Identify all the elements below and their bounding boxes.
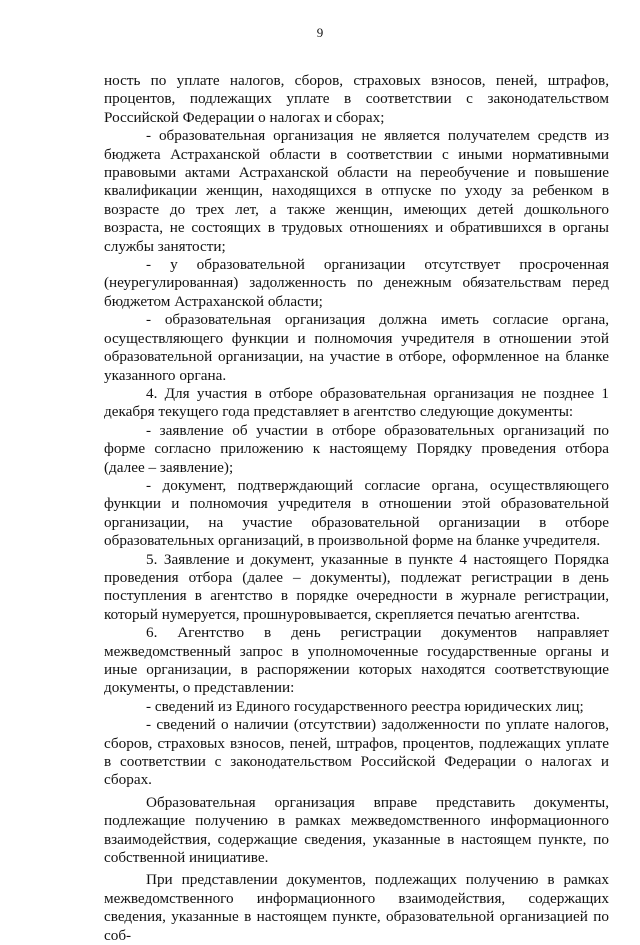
paragraph-item-5: 5. Заявление и документ, указанные в пункте 4 настоящего Порядка проведения отбора (далее – документы), подлежат регистрации в день поступления в агентство в порядке очередности в журнале регистрации, который нумеруется, прошнуровывается, скрепляется печатью агентства. — [104, 550, 609, 623]
paragraph-item-6-registry: - сведений из Единого государственного реестра юридических лиц; — [146, 697, 584, 715]
paragraph-continuation: ность по уплате налогов, сборов, страховых взносов, пеней, штрафов, процентов, подлежащих уплате в соответствии с законодательством Российской Федерации о налогах и сборах; — [104, 72, 609, 126]
paragraph-condition-budget-funds: - образовательная организация не является получателем средств из бюджета Астраханской области в соответствии с иными нормативными правовыми актами Астраханской области на переобучение и повышение квалификации женщин, находящихся в отпуске по уходу за ребенком в возрасте до трех лет, а также женщин, имеющих детей дошкольного возраста, не состоящих в трудовых отношениях и обратившихся в органы службы занятости; — [104, 127, 609, 255]
paragraph-item-4-consent-document: - документ, подтверждающий согласие органа, осуществляющего функции и полномочия учредителя в отношении этой образовательной организации, на участие образовательной организации в отборе образовательных организаций, в произвольной форме на бланке учредителя. — [104, 476, 609, 550]
paragraph-item-4: 4. Для участия в отборе образовательная организация не позднее 1 декабря текущего года представляет в агентство следующие документы: — [104, 384, 609, 421]
document-body — [104, 72, 609, 945]
paragraph-condition-founder-consent: - образовательная организация должна иметь согласие органа, осуществляющего функции и полномочия учредителя в отношении этой образовательной организации, на участие в отборе, оформленное на бланке указанного органа. — [104, 311, 609, 384]
paragraph-own-initiative: Образовательная организация вправе представить документы, подлежащие получению в рамках межведомственного информационного взаимодействия, содержащие сведения, указанные в настоящем пункте, по собственной инициативе. — [104, 793, 609, 867]
paragraph-item-6-debt-info: - сведений о наличии (отсутствии) задолженности по уплате налогов, сборов, страховых взносов, пеней, штрафов, процентов, подлежащих уплате в соответствии с законодательством Российской Федерации о налогах и сборах. — [104, 716, 609, 789]
paragraph-condition-no-debt: - у образовательной организации отсутствует просроченная (неурегулированная) задолженность по денежным обязательствам перед бюджетом Астраханской области; — [104, 256, 609, 310]
paragraph-item-4-application: - заявление об участии в отборе образовательных организаций по форме согласно приложению к настоящему Порядку проведения отбора (далее – заявление); — [104, 421, 609, 476]
page-number: 9 — [316, 25, 324, 40]
paragraph-submission: При представлении документов, подлежащих получению в рамках межведомственного информационного взаимодействия, содержащих сведения, указанные в настоящем пункте, образовательной организацией по соб- — [104, 871, 609, 944]
paragraph-item-6: 6. Агентство в день регистрации документов направляет межведомственный запрос в уполномоченные государственные органы и иные организации, в распоряжении которых находятся соответствующие документы, о представлении: — [104, 624, 609, 697]
